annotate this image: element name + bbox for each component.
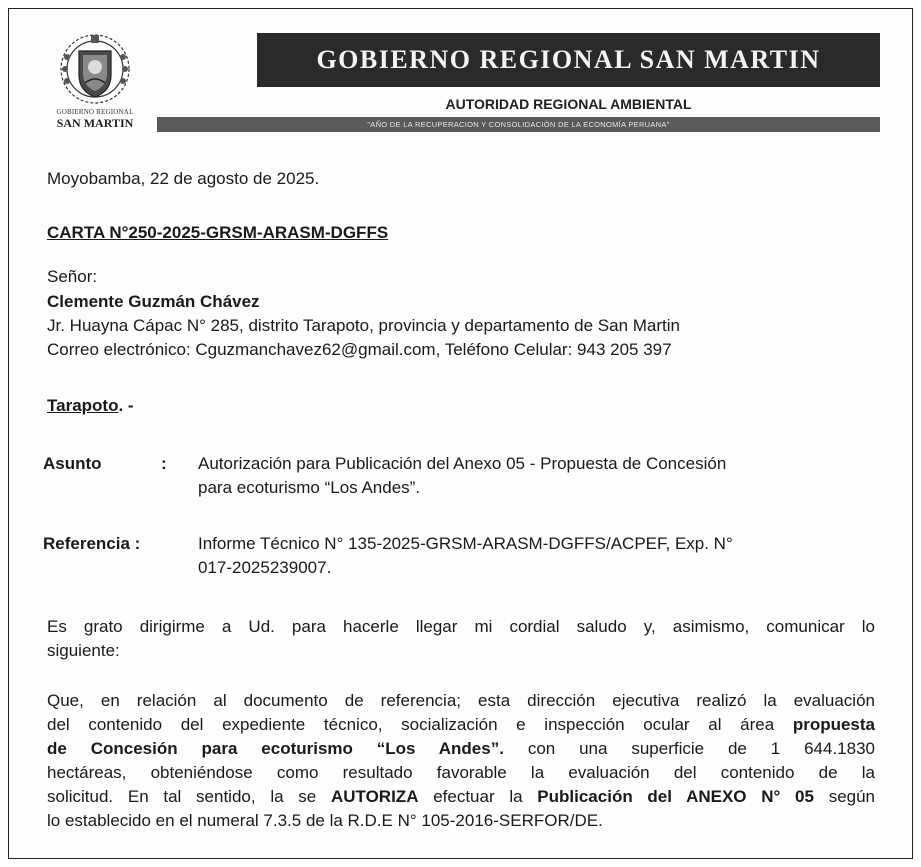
- paragraph-line: [47, 785, 875, 809]
- paragraph-line: Que, en relación al documento de referencia; esta dirección ejecutiva realizó la evaluación: [47, 691, 875, 710]
- text-run: solicitud. En tal sentido, la se: [47, 787, 331, 806]
- paragraph-line: hectáreas, obteniéndose como resultado favorable la evaluación del contenido de la: [47, 763, 875, 782]
- letter-page: [8, 8, 913, 859]
- city-name: Tarapoto: [47, 396, 119, 415]
- coat-of-arms-icon: [53, 29, 137, 113]
- text-run-bold: propuesta: [792, 715, 875, 734]
- text-run-bold: de Concesión para ecoturismo “Los Andes”.: [47, 739, 504, 758]
- paragraph-greeting: [47, 615, 875, 663]
- seal-caption: [47, 109, 143, 129]
- referencia-line-2: 017-2025239007.: [198, 558, 332, 577]
- text-run: del contenido del expediente técnico, socialización e inspección ocular al área: [47, 715, 793, 734]
- year-motto: "AÑO DE LA RECUPERACION Y CONSOLIDACIÓN DE LA ECONOMÍA PERUANA": [157, 117, 880, 132]
- text-run: efectuar la: [418, 787, 538, 806]
- asunto-label: Asunto: [43, 454, 102, 473]
- authority-name: AUTORIDAD REGIONAL AMBIENTAL: [445, 96, 692, 112]
- carta-number: CARTA N°250-2025-GRSM-ARASM-DGFFS: [47, 223, 389, 242]
- paragraph-line: [47, 713, 875, 737]
- referencia-line-1: Informe Técnico N° 135-2025-GRSM-ARASM-DGFFS/ACPEF, Exp. N°: [198, 534, 733, 553]
- paragraph-line: lo establecido en el numeral 7.3.5 de la R.D.E N° 105-2016-SERFOR/DE.: [47, 811, 603, 830]
- salutation: Señor:: [47, 267, 98, 286]
- recipient-contact: Correo electrónico: Cguzmanchavez62@gmail.com, Teléfono Celular: 943 205 397: [47, 340, 672, 359]
- paragraph-body: [47, 689, 875, 833]
- recipient-address: Jr. Huayna Cápac N° 285, distrito Tarapoto, provincia y departamento de San Martin: [47, 316, 680, 335]
- paragraph-line: [47, 737, 875, 761]
- text-run-bold: Publicación del ANEXO N° 05: [537, 787, 814, 806]
- text-run: según: [813, 787, 876, 806]
- seal-caption-big: SAN MARTIN: [56, 116, 134, 130]
- asunto-line-2: para ecoturismo “Los Andes”.: [198, 478, 421, 497]
- recipient-name: Clemente Guzmán Chávez: [47, 292, 260, 311]
- asunto-line-1: Autorización para Publicación del Anexo 05 - Propuesta de Concesión: [198, 454, 727, 473]
- asunto-colon: :: [161, 454, 167, 473]
- paragraph-line: siguiente:: [47, 641, 120, 660]
- text-run: con una superficie de 1 644.1830: [503, 739, 875, 758]
- recipient-city: [47, 394, 134, 418]
- referencia-label: Referencia :: [43, 534, 141, 553]
- letter-date: Moyobamba, 22 de agosto de 2025.: [47, 169, 320, 188]
- document-title: GOBIERNO REGIONAL SAN MARTIN: [257, 33, 880, 87]
- city-suffix: . -: [118, 396, 134, 415]
- text-run-bold: AUTORIZA: [330, 787, 419, 806]
- seal-caption-small: GOBIERNO REGIONAL: [56, 108, 134, 116]
- paragraph-line: Es grato dirigirme a Ud. para hacerle llegar mi cordial saludo y, asimismo, comunicar lo: [47, 617, 875, 636]
